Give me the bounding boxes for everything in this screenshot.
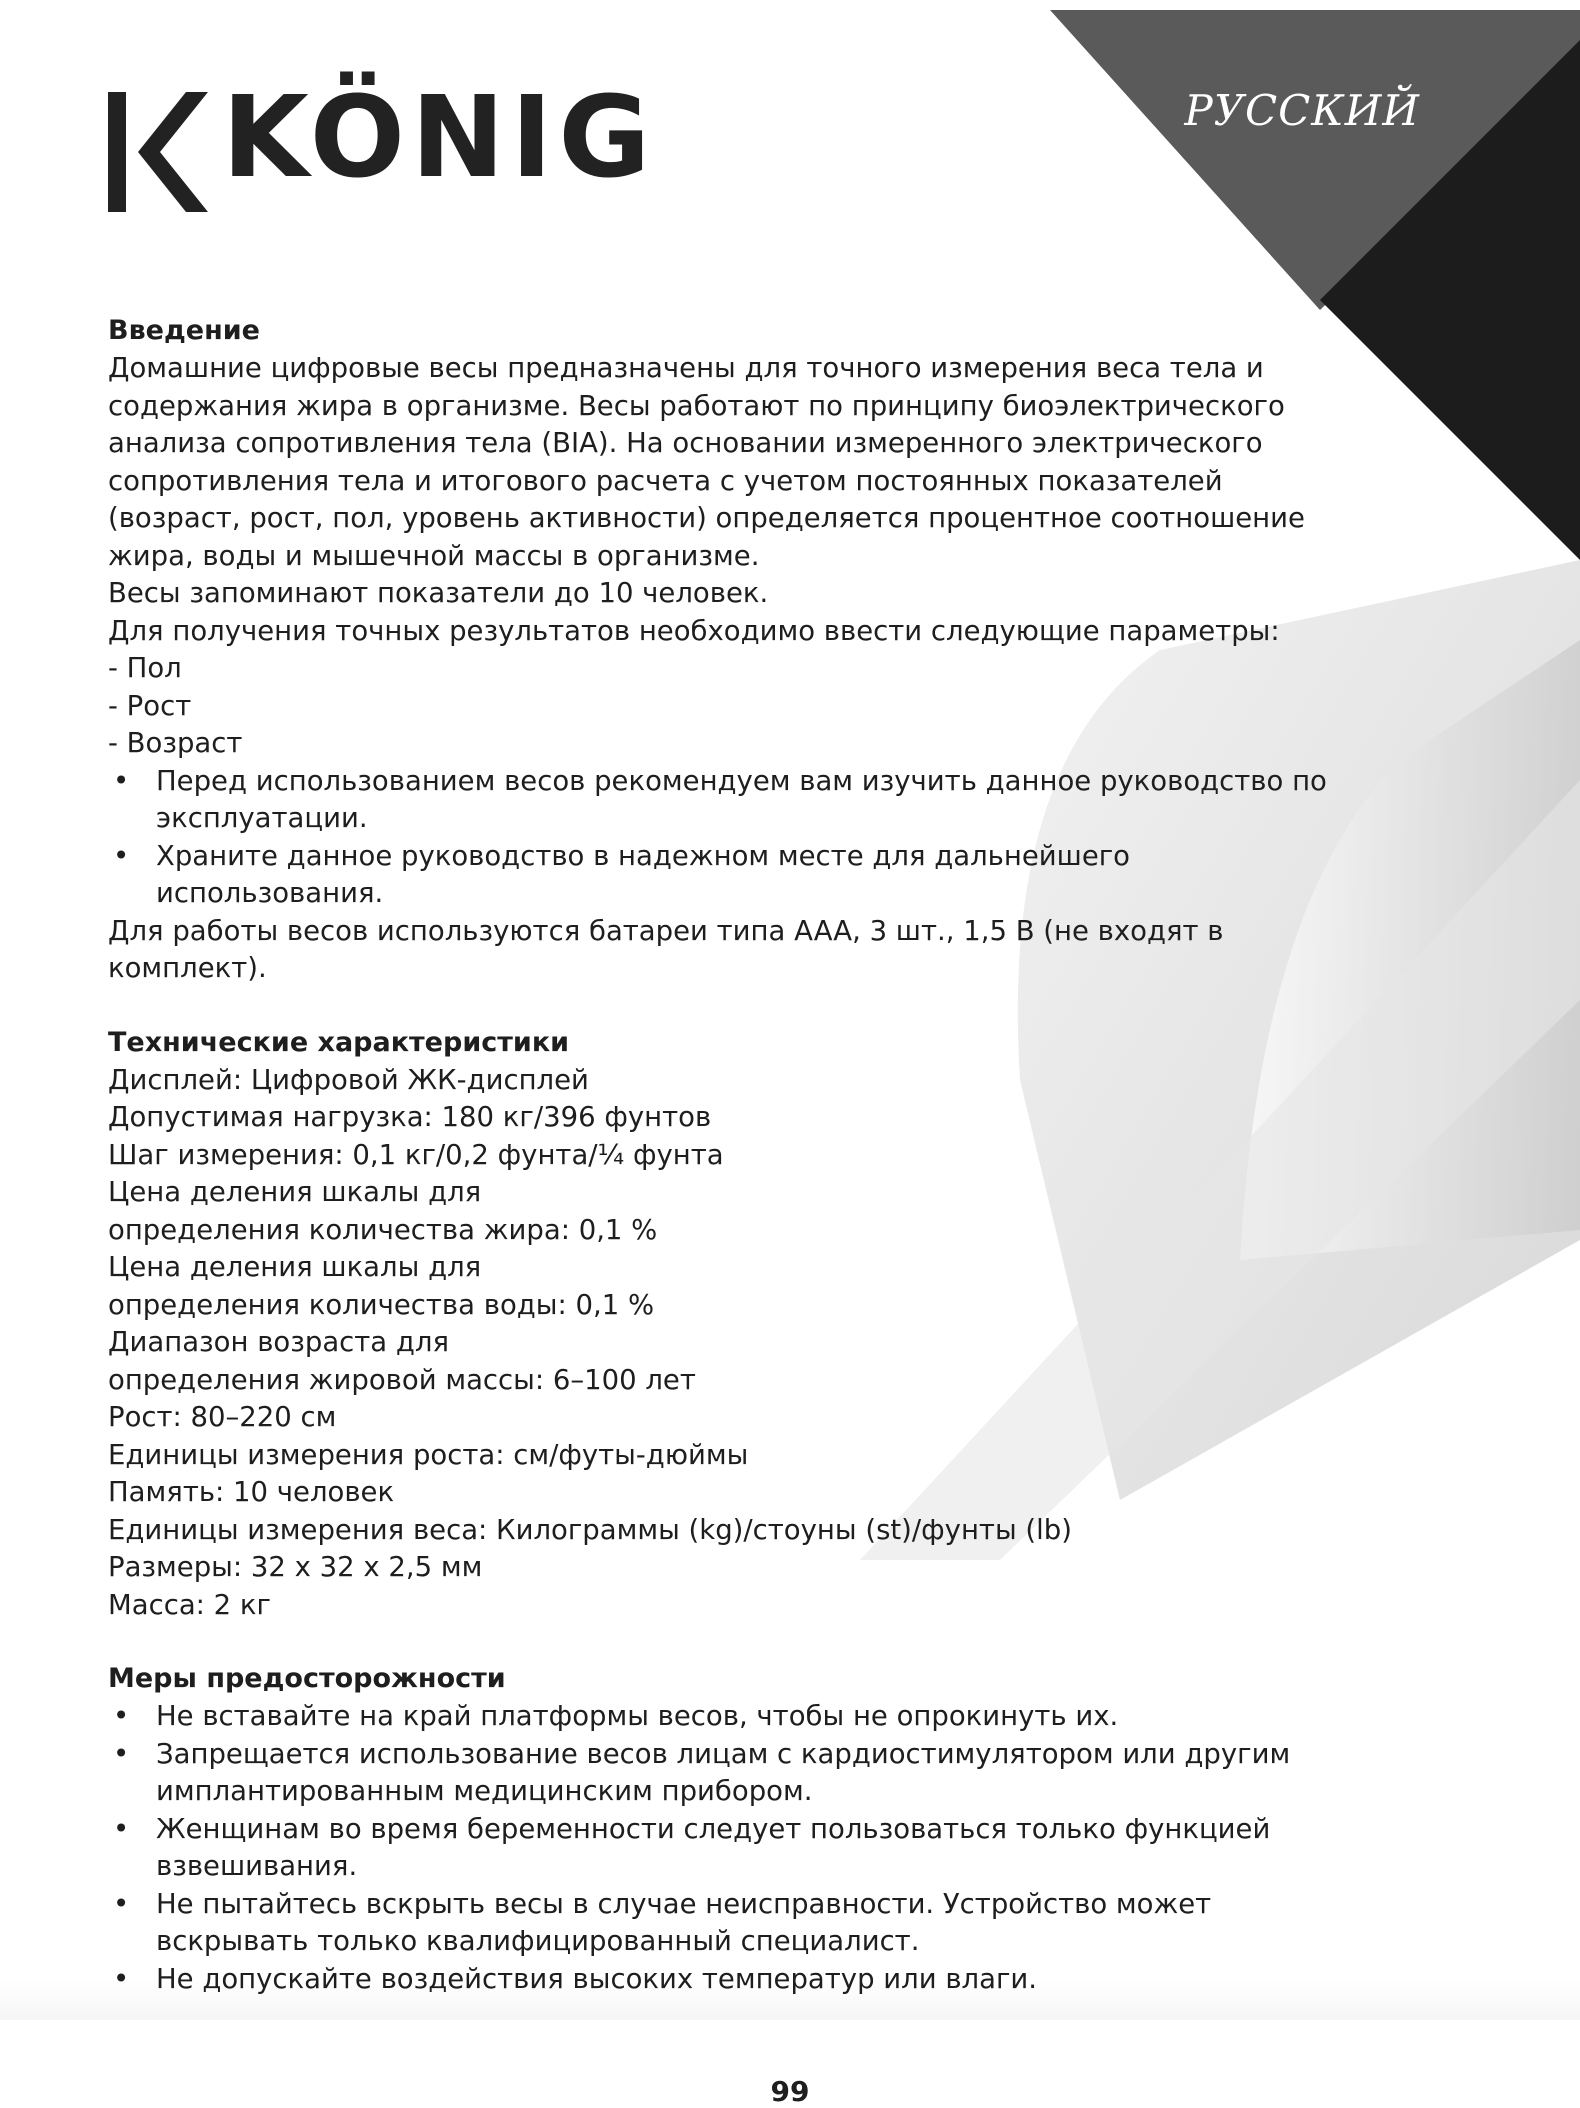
spec-line: Допустимая нагрузка: 180 кг/396 фунтов <box>108 1101 712 1133</box>
safety-bullet: • Запрещается использование весов лицам с кардиостимулятором или другим имплантированным медицинским прибором. <box>108 1736 1338 1811</box>
spec-line: Единицы измерения роста: см/футы-дюймы <box>108 1438 749 1471</box>
language-label: РУССКИЙ <box>1184 86 1420 135</box>
spec-line: Масса: 2 кг <box>108 1588 271 1621</box>
param-item: - Пол <box>108 652 182 684</box>
spec-line: Цена деления шкалы для <box>108 1176 482 1208</box>
spec-line: Дисплей: Цифровой ЖК-дисплей <box>108 1063 589 1096</box>
spec-line: определения жировой массы: 6–100 лет <box>108 1363 696 1396</box>
intro-bullet: • Перед использованием весов рекомендуем вам изучить данное руководство по эксплуатации. <box>108 763 1338 838</box>
spec-line: Цена деления шкалы для <box>108 1251 482 1283</box>
spec-line: Память: 10 человек <box>108 1476 395 1508</box>
spec-line: Рост: 80–220 см <box>108 1401 337 1433</box>
intro-heading: Введение <box>108 315 260 346</box>
safety-bullet: • Женщинам во время беременности следует пользоваться только функцией взвешивания. <box>108 1811 1338 1886</box>
brand-logo-text: KÖNIG <box>222 73 657 203</box>
spec-line: определения количества воды: 0,1 % <box>108 1288 655 1321</box>
spec-line: Единицы измерения веса: Килограммы (kg)/стоуны (st)/фунты (lb) <box>108 1513 1072 1546</box>
safety-bullet: • Не пытайтесь вскрыть весы в случае неисправности. Устройство может вскрывать только квалифицированный специалист. <box>108 1886 1338 1961</box>
spec-line: Диапазон возраста для <box>108 1326 450 1358</box>
intro-memory: Весы запоминают показатели до 10 человек. <box>108 577 769 609</box>
battery-note: Для работы весов используются батареи типа AAA, 3 шт., 1,5 В (не входят в комплект). <box>108 914 1224 984</box>
spec-line: Шаг измерения: 0,1 кг/0,2 фунта/¼ фунта <box>108 1138 724 1171</box>
safety-bullet: • Не вставайте на край платформы весов, чтобы не опрокинуть их. <box>108 1698 1338 1736</box>
intro-bullet: • Храните данное руководство в надежном месте для дальнейшего использования. <box>108 838 1338 913</box>
safety-bullet: • Не допускайте воздействия высоких температур или влаги. <box>108 1961 1338 1999</box>
param-item: - Рост <box>108 689 192 722</box>
konig-logo-icon <box>108 92 208 212</box>
specs-heading: Технические характеристики <box>108 1026 570 1058</box>
page-number: 99 <box>770 2075 810 2108</box>
spec-line: Размеры: 32 x 32 x 2,5 мм <box>108 1551 483 1583</box>
param-item: - Возраст <box>108 727 243 759</box>
spec-line: определения количества жира: 0,1 % <box>108 1213 658 1246</box>
document-body <box>108 312 1338 1998</box>
intro-paragraph: Домашние цифровые весы предназначены для точного измерения веса тела и содержания жира в организме. Весы работают по принципу биоэлектрического анализа сопротивления тела (BIA). На основании измеренного электрического сопротивления тела и итогового расчета с учетом постоянных показателей (возраст, рост, пол, уровень активности) определяется процентное соотношение жира, воды и мышечной массы в организме. <box>108 352 1305 572</box>
safety-heading: Меры предосторожности <box>108 1663 506 1694</box>
intro-params-lead: Для получения точных результатов необходимо ввести следующие параметры: <box>108 614 1280 647</box>
